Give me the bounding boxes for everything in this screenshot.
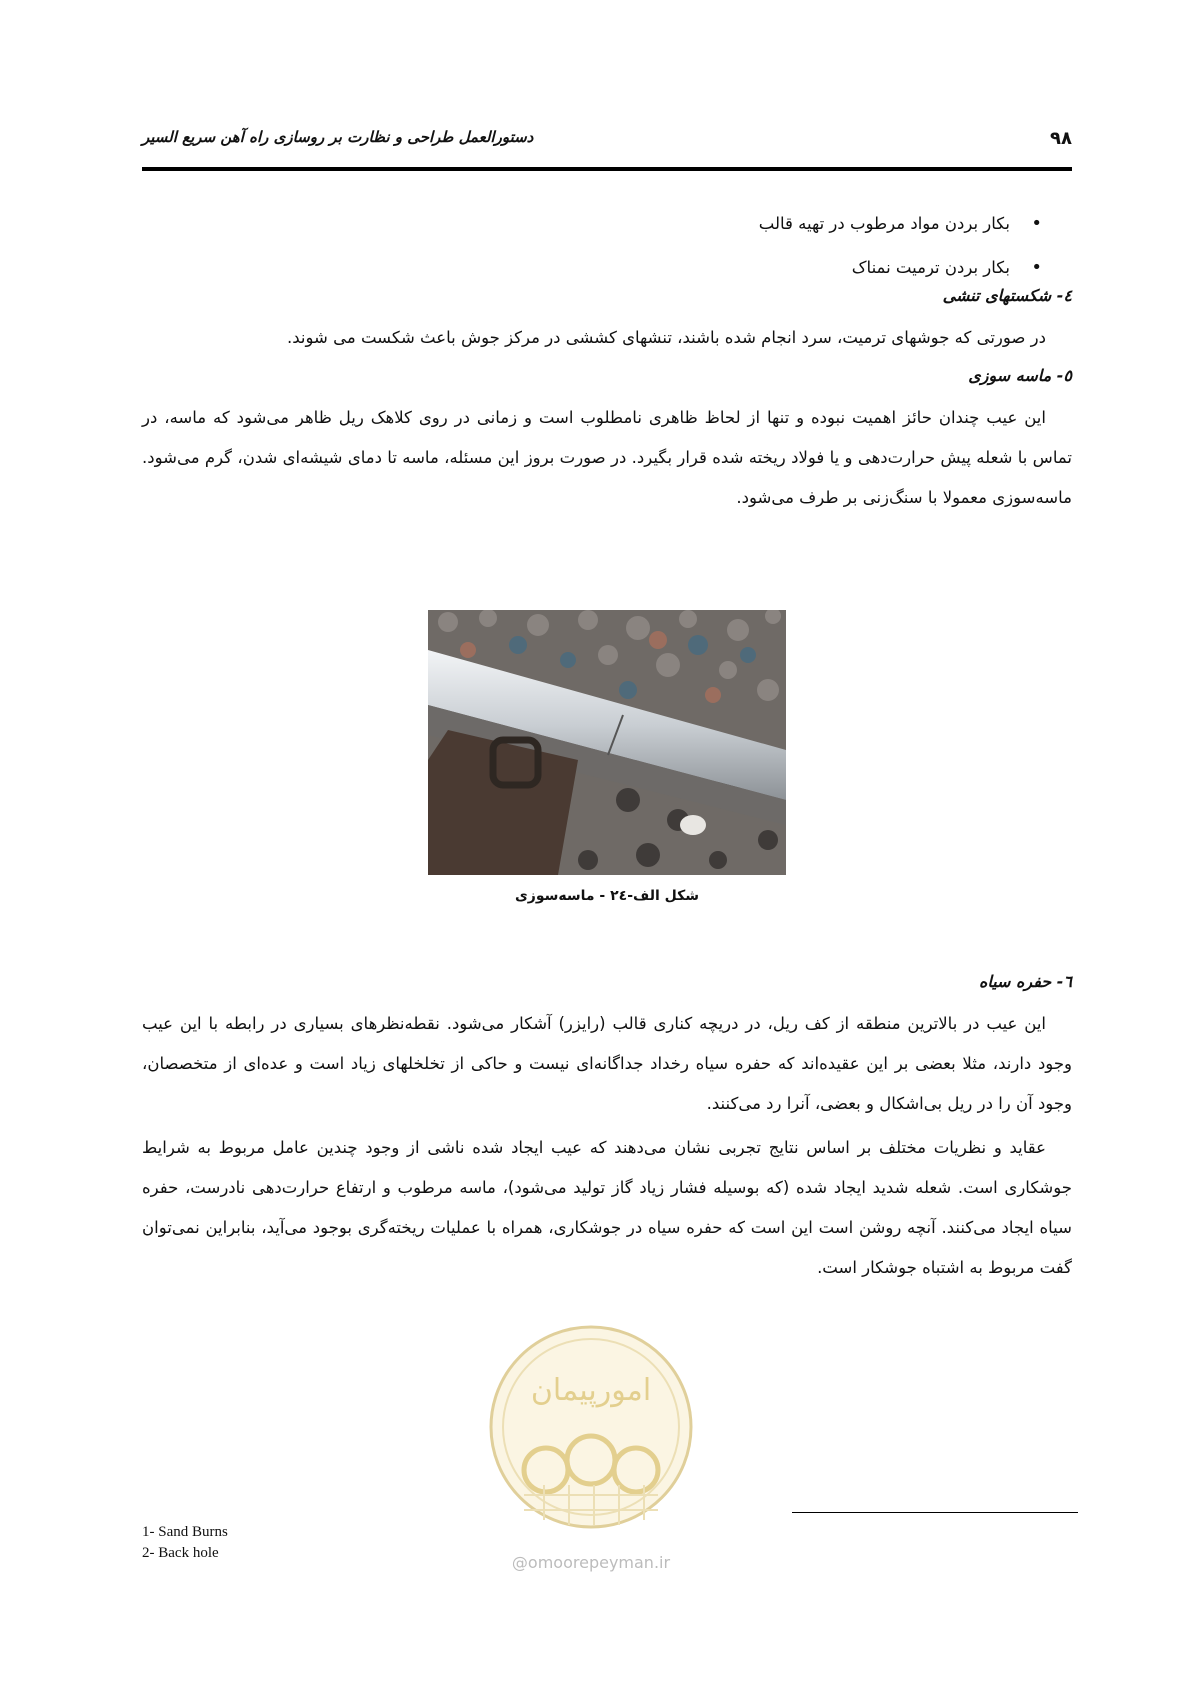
section-heading-sand-burn: ٥- ماسه سوزی xyxy=(968,366,1072,385)
footnote-item: 1- Sand Burns xyxy=(142,1524,228,1540)
figure-rail-photo xyxy=(428,610,786,875)
page-number: ۹۸ xyxy=(1050,128,1072,149)
footnote-item: 2- Back hole xyxy=(142,1545,219,1561)
page-header xyxy=(142,128,1072,158)
header-rule xyxy=(142,167,1072,171)
running-title: دستورالعمل طراحی و نظارت بر روسازی راه آهن سریع السیر xyxy=(142,128,534,146)
section-heading-black-hole: ٦- حفره سیاه xyxy=(978,972,1072,991)
watermark-logo xyxy=(484,1320,698,1590)
section-text-stress-cracks: در صورتی که جوشهای ترمیت، سرد انجام شده باشند، تنشهای کششی در مرکز جوش باعث شکست می شوند. xyxy=(287,328,1046,347)
section-text-sand-burn: این عیب چندان حائز اهمیت نبوده و تنها از لحاظ ظاهری نامطلوب است و زمانی در روی کلاهک ریل ظاهر می‌شود که ماسه، در تماس با شعله پیش حرارت‌دهی و یا فولاد ریخته شده قرار بگیرد. در صورت بروز این مسئله، ماسه تا دمای شیشه‌ای شدن، گرم می‌شود. ماسه‌سوزی معمولا با سنگ‌زنی بر طرف می‌شود. xyxy=(142,408,1072,507)
watermark-logo-text: امورپیمان xyxy=(530,1373,652,1408)
watermark-site: @omoorepeyman.ir xyxy=(511,1553,671,1572)
bullet-list xyxy=(142,214,1072,302)
rail-photo-illustration xyxy=(428,610,786,875)
section-heading-stress-cracks: ٤- شکستهای تنشی xyxy=(942,286,1072,305)
bullet-item: • بکار بردن ترمیت نمناک xyxy=(142,258,1010,278)
section-text-black-hole-2: عقاید و نظریات مختلف بر اساس نتایج تجربی نشان می‌دهند که عیب ایجاد شده ناشی از وجود چندین عامل مربوط به شرایط جوشکاری است. شعله شدید ایجاد شده (که بوسیله فشار زیاد گاز تولید می‌شود)، ماسه مرطوب و ارتفاع حرارت‌دهی نادرست، حفره سیاه ایجاد می‌کنند. آنچه روشن است این است که حفره سیاه در جوشکاری، همراه با عملیات ریخته‌گری بوجود می‌آید، بنابراین نمی‌توان گفت مربوط به اشتباه جوشکار است. xyxy=(142,1138,1072,1277)
footnotes xyxy=(142,1522,228,1564)
footnote-rule xyxy=(792,1512,1078,1513)
section-text-black-hole-1: این عیب در بالاترین منطقه از کف ریل، در دریچه کناری قالب (رایزر) آشکار می‌شود. نقطه‌نظرهای بسیاری در رابطه با این عیب وجود دارند، مثلا بعضی بر این عقیده‌اند که حفره سیاه رخداد جداگانه‌ای نیست و حاکی از تخلخلهای زیاد است و عده‌ای از متخصصان، وجود آن را در ریل بی‌اشکال و بعضی، آنرا رد می‌کنند. xyxy=(142,1014,1072,1113)
bullet-item: • بکار بردن مواد مرطوب در تهیه قالب xyxy=(142,214,1010,234)
figure-caption: شکل الف-٢٤ - ماسه‌سوزی xyxy=(514,888,700,904)
